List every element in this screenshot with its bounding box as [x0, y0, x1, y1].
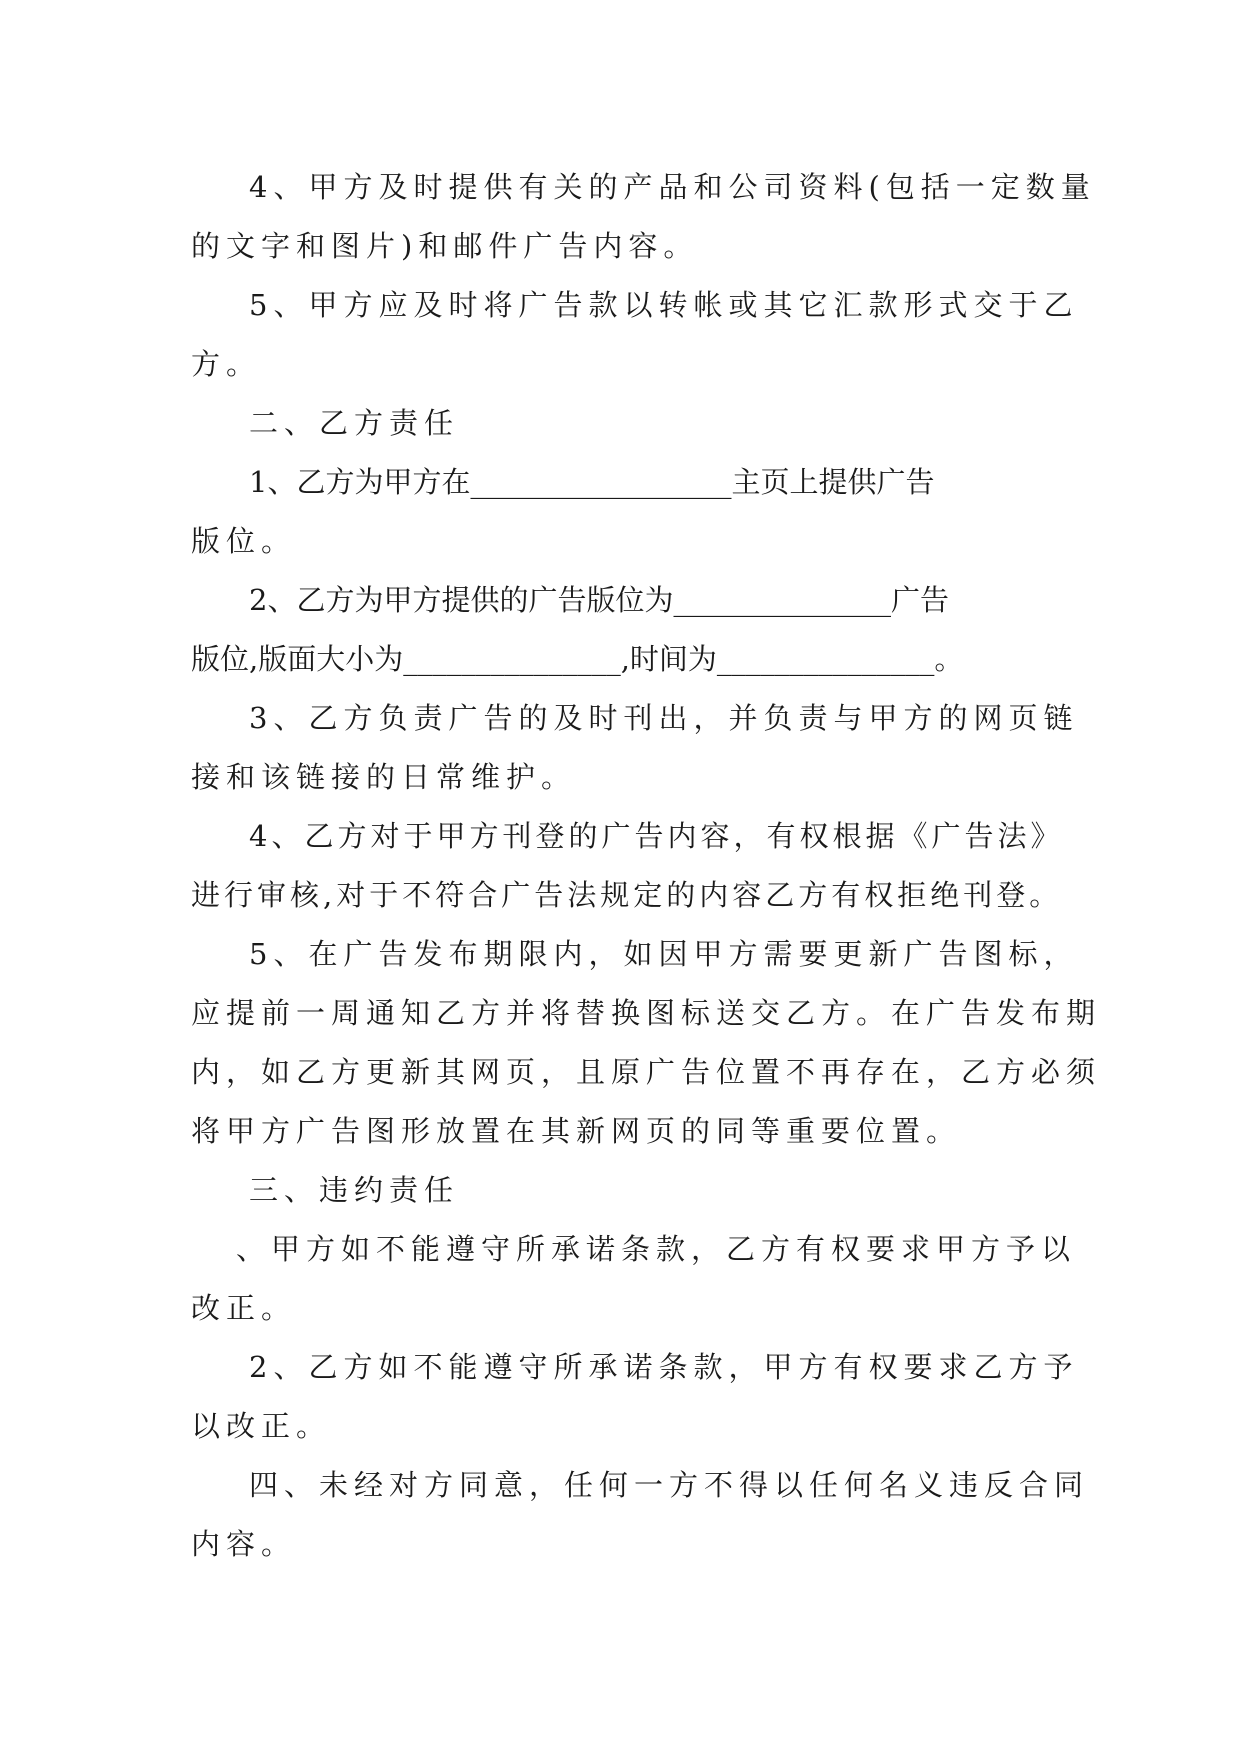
text-line: 应提前一周通知乙方并将替换图标送交乙方。在广告发布期 [191, 996, 1102, 1030]
text-line: 接和该链接的日常维护。 [191, 760, 577, 794]
text-line: 、甲方如不能遵守所承诺条款，乙方有权要求甲方予以 [236, 1232, 1077, 1266]
text-line: 的文字和图片)和邮件广告内容。 [191, 229, 699, 263]
text-line: 1、乙方为甲方在__________________主页上提供广告 [249, 465, 935, 499]
text-line: 改正。 [191, 1291, 297, 1325]
section-heading: 四、未经对方同意，任何一方不得以任何名义违反合同 [249, 1468, 1090, 1502]
text-line: 内容。 [191, 1527, 297, 1561]
text-line: 2、乙方如不能遵守所承诺条款，甲方有权要求乙方予 [249, 1350, 1079, 1384]
document-body [191, 158, 1102, 1574]
text-line: 版位。 [191, 524, 297, 558]
text-line: 3、乙方负责广告的及时刊出，并负责与甲方的网页链 [249, 701, 1079, 735]
section-heading: 三、违约责任 [249, 1173, 460, 1207]
text-line: 内，如乙方更新其网页，且原广告位置不再存在，乙方必须 [191, 1055, 1102, 1089]
text-line: 方。 [191, 347, 262, 381]
text-line: 4、甲方及时提供有关的产品和公司资料(包括一定数量 [249, 170, 1096, 204]
text-line: 2、乙方为甲方提供的广告版位为_______________广告 [249, 583, 949, 617]
text-line: 将甲方广告图形放置在其新网页的同等重要位置。 [191, 1114, 962, 1148]
text-line: 4、乙方对于甲方刊登的广告内容，有权根据《广告法》 [249, 819, 1064, 853]
text-line: 5、甲方应及时将广告款以转帐或其它汇款形式交于乙 [249, 288, 1079, 322]
text-line: 5、在广告发布期限内，如因甲方需要更新广告图标， [249, 937, 1079, 971]
section-heading: 二、乙方责任 [249, 406, 460, 440]
text-line: 进行审核,对于不符合广告法规定的内容乙方有权拒绝刊登。 [191, 878, 1063, 912]
text-line: 以改正。 [191, 1409, 332, 1443]
text-line: 版位,版面大小为_______________,时间为_______________。 [191, 642, 964, 676]
